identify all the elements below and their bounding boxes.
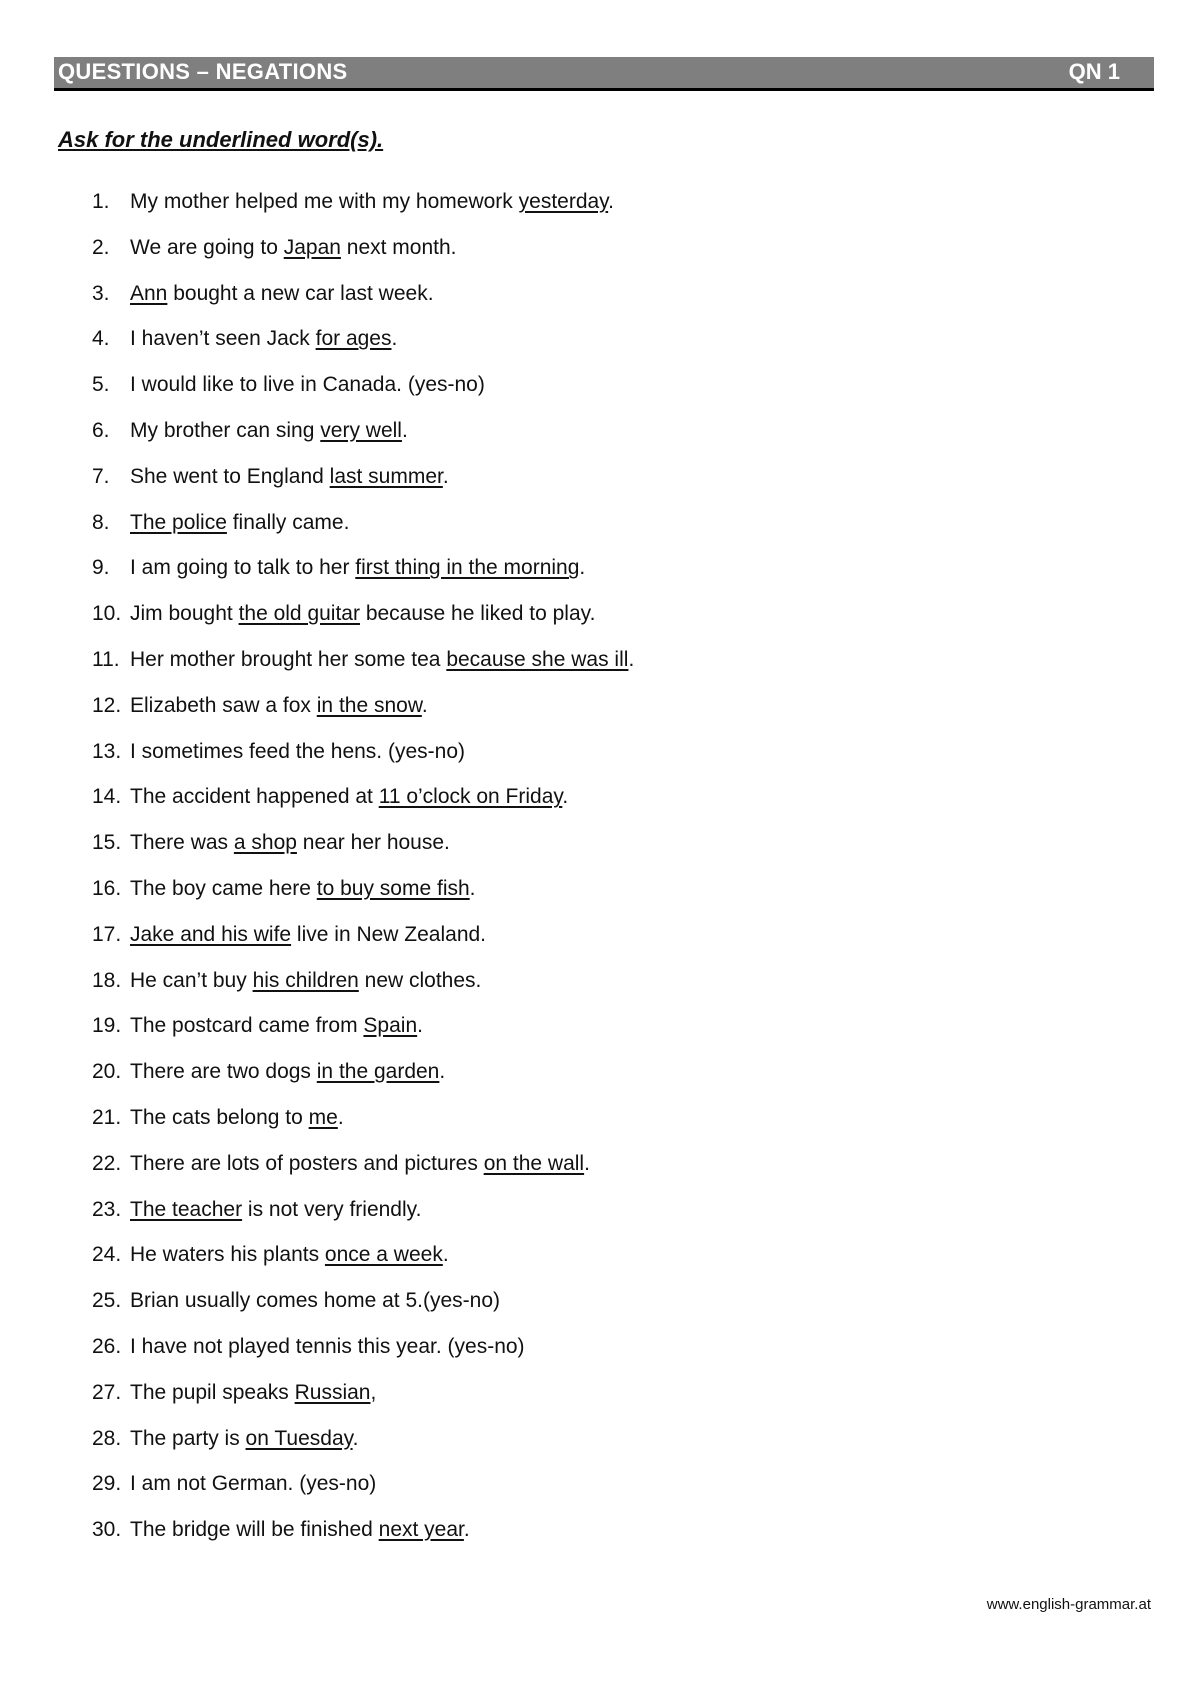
- exercise-text: My brother can sing: [130, 418, 321, 442]
- exercise-text: He waters his plants: [130, 1243, 325, 1267]
- underlined-answer-target: once a week: [324, 1243, 443, 1267]
- exercise-text: She went to England: [130, 464, 330, 488]
- exercise-text: I would like to live in Canada. (yes-no): [130, 373, 485, 397]
- exercise-number: 20.: [92, 1060, 122, 1084]
- exercise-item: [92, 1151, 634, 1197]
- exercise-text-end: bought a new car last week.: [167, 281, 434, 305]
- exercise-text: I sometimes feed the hens. (yes-no): [130, 739, 465, 763]
- underlined-answer-target: me: [308, 1105, 338, 1129]
- exercise-text-end: .: [628, 647, 635, 671]
- exercise-text-end: .: [417, 1014, 423, 1038]
- underlined-answer-target: very well: [320, 418, 402, 442]
- exercise-number: 19.: [92, 1014, 122, 1038]
- underlined-answer-target: Ann: [130, 281, 168, 305]
- exercise-item: [92, 235, 634, 281]
- exercise-item: [92, 922, 634, 968]
- exercise-number: 13.: [92, 739, 122, 763]
- exercise-text-end: .: [608, 190, 614, 213]
- exercise-text: I am going to talk to her: [130, 556, 356, 580]
- exercise-item: [92, 1059, 634, 1105]
- exercise-text: Jim bought: [130, 602, 239, 626]
- exercise-item: [92, 1426, 634, 1472]
- exercise-text-end: .: [442, 1243, 449, 1267]
- underlined-answer-target: his children: [252, 968, 359, 992]
- exercise-text: The boy came here: [130, 876, 317, 900]
- exercise-text-end: .: [439, 1060, 446, 1084]
- underlined-answer-target: in the garden: [316, 1060, 440, 1084]
- exercise-item: [92, 968, 634, 1014]
- exercise-item: [92, 830, 634, 876]
- header-bar: [54, 57, 1154, 91]
- exercise-text: The pupil speaks: [130, 1380, 295, 1404]
- exercise-number: 29.: [92, 1472, 122, 1496]
- exercise-text-end: .: [442, 464, 449, 488]
- exercise-text-end: .: [584, 1151, 590, 1175]
- exercise-text: He can’t buy: [130, 968, 253, 992]
- exercise-number: 27.: [92, 1380, 122, 1404]
- exercise-number: 28.: [92, 1426, 122, 1450]
- underlined-answer-target: next year: [378, 1518, 464, 1542]
- exercise-text: The bridge will be finished: [130, 1518, 379, 1542]
- exercise-text-end: new clothes.: [358, 968, 482, 992]
- exercise-item: [92, 189, 634, 235]
- exercise-number: 6.: [92, 418, 110, 442]
- exercise-number: 14.: [92, 785, 122, 809]
- exercise-text: Brian usually comes home at 5.(yes-no): [130, 1289, 500, 1313]
- exercise-text: I have not played tennis this year. (yes-no): [130, 1334, 525, 1358]
- exercise-text: There are two dogs: [130, 1060, 317, 1084]
- underlined-answer-target: yesterday: [518, 190, 609, 213]
- exercise-item: [92, 326, 634, 372]
- underlined-answer-target: a shop: [233, 831, 297, 855]
- exercise-text-end: .: [401, 418, 408, 442]
- exercise-number: 26.: [92, 1334, 122, 1358]
- exercise-number: 17.: [92, 922, 122, 946]
- exercise-number: 4.: [92, 327, 110, 351]
- exercise-text: The cats belong to: [130, 1105, 309, 1129]
- exercise-text-end: .: [421, 693, 428, 717]
- exercise-number: 7.: [92, 464, 110, 488]
- underlined-answer-target: Jake and his wife: [130, 922, 292, 946]
- underlined-answer-target: Japan: [283, 235, 341, 259]
- exercise-text: I am not German. (yes-no): [130, 1472, 377, 1496]
- underlined-answer-target: first thing in the morning: [355, 556, 580, 580]
- exercise-item: [92, 1471, 634, 1517]
- exercise-text: Her mother brought her some tea: [130, 647, 447, 671]
- exercise-number: 30.: [92, 1518, 122, 1542]
- exercise-item: [92, 1380, 634, 1426]
- underlined-answer-target: to buy some fish: [316, 876, 470, 900]
- underlined-answer-target: Russian: [294, 1380, 371, 1404]
- underlined-answer-target: in the snow: [316, 693, 422, 717]
- exercise-item: [92, 647, 634, 693]
- underlined-answer-target: 11 o’clock on Friday: [378, 785, 563, 809]
- exercise-text-end: finally came.: [226, 510, 350, 534]
- exercise-item: [92, 1105, 634, 1151]
- exercise-item: [92, 1334, 634, 1380]
- footer-url: www.english-grammar.at: [986, 1596, 1151, 1613]
- exercise-item: [92, 555, 634, 601]
- exercise-item: [92, 372, 634, 418]
- underlined-answer-target: The teacher: [130, 1197, 243, 1221]
- exercise-text-end: .: [562, 785, 569, 809]
- exercise-text-end: .: [579, 556, 586, 580]
- exercise-list: [92, 189, 634, 1563]
- exercise-number: 11.: [92, 647, 120, 671]
- exercise-number: 9.: [92, 556, 110, 580]
- exercise-number: 24.: [92, 1243, 122, 1267]
- exercise-number: 3.: [92, 281, 110, 305]
- exercise-text-end: .: [463, 1518, 470, 1542]
- exercise-item: [92, 1517, 634, 1563]
- underlined-answer-target: for ages: [315, 327, 392, 351]
- exercise-text-end: because he liked to play.: [359, 602, 596, 626]
- exercise-number: 15.: [92, 831, 122, 855]
- exercise-number: 10.: [92, 602, 122, 626]
- exercise-item: [92, 784, 634, 830]
- underlined-answer-target: the old guitar: [238, 602, 360, 626]
- exercise-text: There was: [130, 831, 234, 855]
- exercise-item: [92, 281, 634, 327]
- exercise-text-end: .: [337, 1105, 344, 1129]
- underlined-answer-target: on Tuesday: [245, 1426, 353, 1450]
- exercise-text: We are going to: [130, 235, 284, 259]
- underlined-answer-target: because she was ill: [446, 647, 629, 671]
- exercise-text-end: .: [391, 327, 398, 351]
- underlined-answer-target: Spain: [363, 1014, 418, 1038]
- instruction: Ask for the underlined word(s).: [58, 127, 384, 152]
- exercise-item: [92, 739, 634, 785]
- exercise-number: 12.: [92, 693, 122, 717]
- underlined-answer-target: last summer: [329, 464, 443, 488]
- exercise-number: 5.: [92, 373, 110, 397]
- exercise-item: [92, 876, 634, 922]
- underlined-answer-target: on the wall: [483, 1151, 585, 1175]
- exercise-text-end: ,: [370, 1380, 377, 1404]
- worksheet-title: QUESTIONS – NEGATIONS: [58, 59, 348, 84]
- exercise-item: [92, 418, 634, 464]
- exercise-text-end: is not very friendly.: [242, 1197, 422, 1221]
- exercise-number: 2.: [92, 235, 110, 259]
- underlined-answer-target: The police: [130, 510, 227, 534]
- exercise-text: My mother helped me with my homework: [130, 190, 519, 213]
- exercise-text: The party is: [130, 1426, 246, 1450]
- exercise-text: There are lots of posters and pictures: [130, 1151, 484, 1175]
- exercise-number: 8.: [92, 510, 110, 534]
- exercise-number: 21.: [92, 1105, 122, 1129]
- exercise-number: 25.: [92, 1289, 122, 1313]
- exercise-text-end: next month.: [340, 235, 457, 259]
- exercise-number: 16.: [92, 876, 122, 900]
- exercise-item: [92, 601, 634, 647]
- exercise-item: [92, 1197, 634, 1243]
- exercise-text-end: near her house.: [296, 831, 450, 855]
- exercise-text: I haven’t seen Jack: [130, 327, 316, 351]
- exercise-text-end: .: [469, 876, 476, 900]
- exercise-item: [92, 510, 634, 556]
- exercise-text: The accident happened at: [130, 785, 379, 809]
- exercise-number: 18.: [92, 968, 122, 992]
- exercise-item: [92, 464, 634, 510]
- exercise-number: 22.: [92, 1151, 122, 1175]
- exercise-text: Elizabeth saw a fox: [130, 693, 317, 717]
- exercise-text: The postcard came from: [130, 1014, 364, 1038]
- exercise-item: [92, 1242, 634, 1288]
- exercise-item: [92, 1288, 634, 1334]
- exercise-text-end: .: [352, 1426, 359, 1450]
- exercise-number: 23.: [92, 1197, 122, 1221]
- exercise-item: [92, 1013, 634, 1059]
- exercise-item: [92, 693, 634, 739]
- exercise-text-end: live in New Zealand.: [291, 922, 487, 946]
- worksheet-code: QN 1: [1068, 59, 1120, 84]
- exercise-number: 1.: [92, 190, 110, 213]
